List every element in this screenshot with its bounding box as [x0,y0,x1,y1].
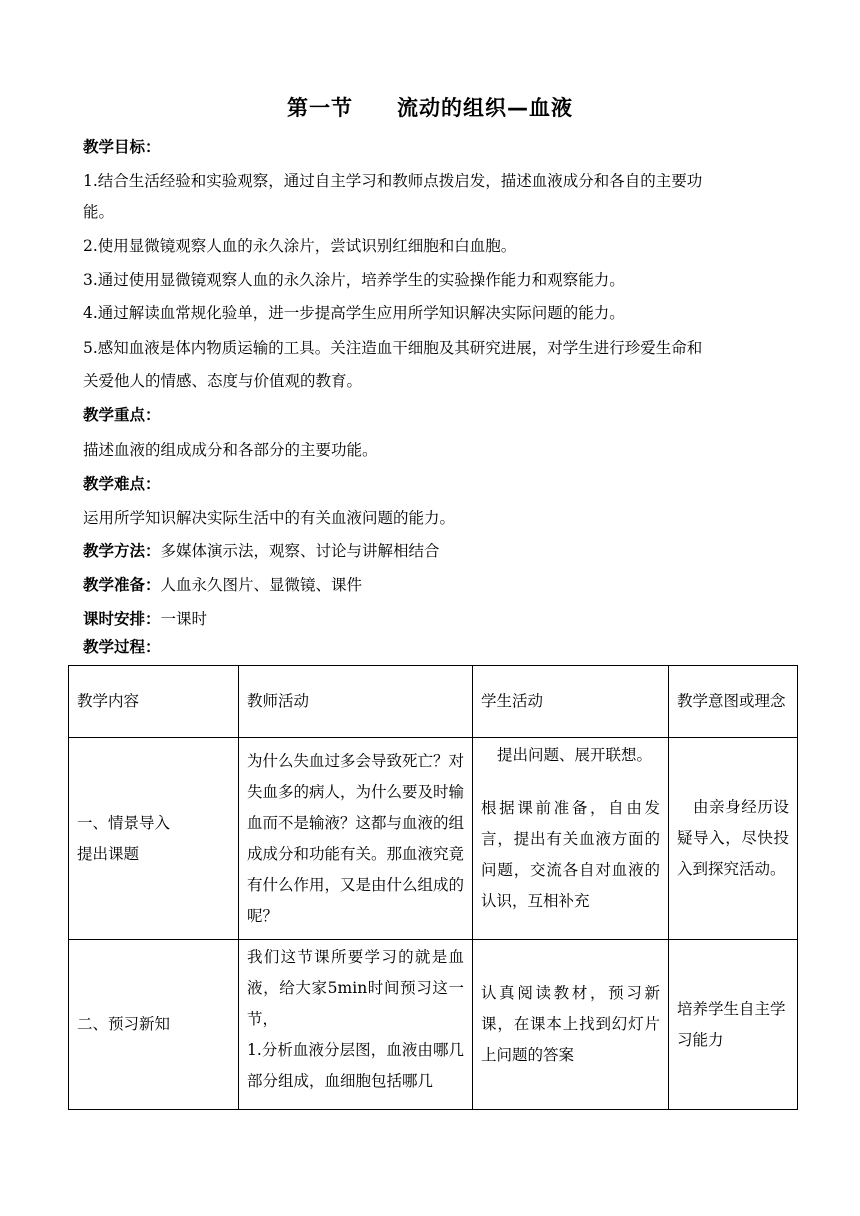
header-cell: 教学内容 [69,666,239,738]
student-activity-text: 根据课前准备，自由发言，提出有关血液方面的问题，交流各自对血液的认识，互相补充 [481,799,660,910]
table-header-row [69,666,798,738]
prep-heading: 教学准备： [83,576,161,594]
difficulty-text: 运用所学知识解决实际生活中的有关血液问题的能力。 [83,509,456,527]
goal-line: 5.感知血液是体内物质运输的工具。关注造血干细胞及其研究进展，对学生进行珍爱生命和 [83,339,703,357]
content-cell [69,738,239,940]
goal-line: 关爱他人的情感、态度与价值观的教育。 [83,372,363,390]
student-activity-line: 提出问题、展开联想。 [497,746,653,764]
goal-line: 1.结合生活经验和实验观察，通过自主学习和教师点拨启发，描述血液成分和各自的主要功 [83,172,703,190]
table-row [69,940,798,1110]
student-activity-cell: 认真阅读教材，预习新课，在课本上找到幻灯片上问题的答案 [473,940,669,1110]
title-topic: 流动的组织—血液 [397,96,573,120]
intent-cell: 培养学生自主学习能力 [669,940,798,1110]
teacher-activity-cell: 为什么失血过多会导致死亡？对失血多的病人，为什么要及时输血而不是输液？这都与血液的组成成分和功能有关。那血液究竟有什么作用，又是由什么组成的呢？ [239,738,473,940]
intent-cell [669,738,798,940]
teacher-activity-cell [239,940,473,1110]
prep-line [83,575,783,595]
schedule-line [83,609,783,629]
title-section-number: 第一节 [287,96,353,120]
header-cell: 教师活动 [239,666,473,738]
goal-line: 4.通过解读血常规化验单，进一步提高学生应用所学知识解决实际问题的能力。 [83,304,625,322]
method-heading: 教学方法： [83,542,161,560]
goal-line: 2.使用显微镜观察人血的永久涂片，尝试识别红细胞和白血胞。 [83,237,517,255]
header-cell: 学生活动 [473,666,669,738]
content-line: 二、预习新知 [77,1015,171,1033]
intent-text: 由亲身经历设疑导入，尽快投入到探究活动。 [677,798,789,878]
goal-line: 3.通过使用显微镜观察人血的永久涂片，培养学生的实验操作能力和观察能力。 [83,271,625,289]
teacher-activity-text: 我们这节课所要学习的就是血液，给大家5min时间预习这一节， [247,948,464,1028]
table-row [69,738,798,940]
key-points-heading: 教学重点： [83,406,161,424]
schedule-heading: 课时安排： [83,610,161,628]
content-cell [69,940,239,1110]
header-cell: 教学意图或理念 [669,666,798,738]
teacher-activity-text: 1.分析血液分层图，血液由哪几部分组成，血细胞包括哪几 [247,1041,464,1090]
lesson-process-table [68,665,798,1110]
student-activity-cell [473,738,669,940]
content-line: 一、情景导入 [77,813,171,832]
difficulty-heading: 教学难点： [83,475,161,493]
method-text: 多媒体演示法，观察、讨论与讲解相结合 [160,542,440,560]
prep-text: 人血永久图片、显微镜、课件 [160,576,363,594]
content-line: 提出课题 [77,844,140,863]
goal-line: 能。 [83,203,115,221]
page-title [0,92,860,122]
process-heading: 教学过程： [83,638,161,656]
method-line [83,541,783,561]
goals-heading: 教学目标： [83,138,161,156]
schedule-text: 一课时 [160,610,208,628]
key-points-text: 描述血液的组成成分和各部分的主要功能。 [83,441,378,459]
